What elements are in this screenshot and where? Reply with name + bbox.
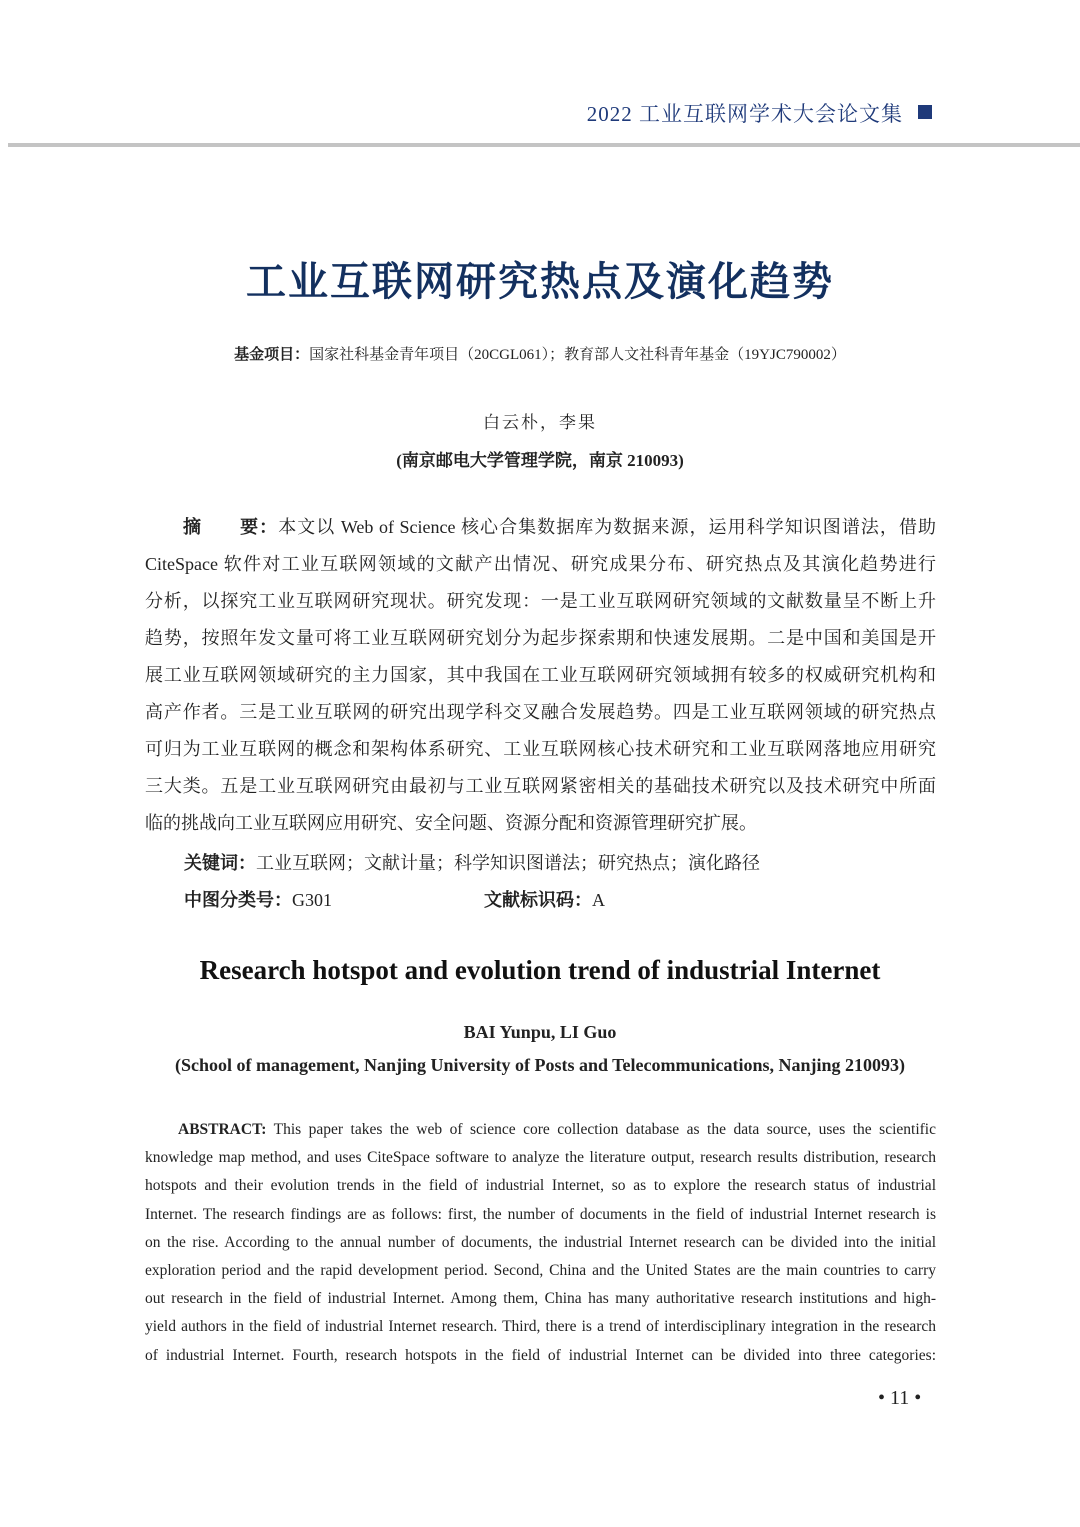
abstract-zh-line: 趋势，按照年发文量可将工业互联网研究划分为起步探索期和快速发展期。二是中国和美国是开 bbox=[145, 628, 936, 648]
abstract-en-line: hotspots and their evolution trends in the field of industrial Internet, so as to explore the research status of industrial bbox=[145, 1177, 936, 1195]
abstract-en-line: knowledge map method, and uses CiteSpace software to analyze the literature output, research results distribution, research bbox=[145, 1149, 936, 1167]
abstract-en-line: on the rise. According to the annual number of documents, the industrial Internet research can be divided into the initial bbox=[145, 1233, 936, 1251]
english-authors: BAI Yunpu, LI Guo bbox=[463, 1022, 617, 1042]
abstract-en-line: exploration period and the rapid development period. Second, China and the United States are the main countries to carry bbox=[145, 1261, 936, 1279]
abstract-zh-line: 临的挑战向工业互联网应用研究、安全问题、资源分配和资源管理研究扩展。 bbox=[145, 813, 757, 833]
abstract-en-text: This paper takes the web of science core collection database as the data source, uses the scientific bbox=[273, 1121, 936, 1138]
abstract-en-line: yield authors in the field of industrial Internet research. Third, there is a trend of interdisciplinary integration in the research bbox=[145, 1318, 936, 1336]
affiliation: (南京邮电大学管理学院，南京 210093) bbox=[396, 451, 684, 470]
abstract-en-line: of industrial Internet. Fourth, research hotspots in the field of industrial Internet can be divided into three categories: bbox=[145, 1346, 936, 1364]
authors: 白云朴，李果 bbox=[483, 413, 597, 432]
keywords-text: 工业互联网；文献计量；科学知识图谱法；研究热点；演化路径 bbox=[256, 853, 760, 873]
classification-label: 中图分类号： bbox=[184, 890, 292, 910]
english-affiliation: (School of management, Nanjing University of Posts and Telecommunications, Nanjing 210093) bbox=[174, 1055, 906, 1075]
page-number: • 11 • bbox=[878, 1387, 922, 1409]
abstract-en-line bbox=[145, 1117, 936, 1145]
abstract-zh-line: 展工业互联网领域研究的主力国家，其中我国在工业互联网研究领域拥有较多的权威研究机构和 bbox=[145, 665, 936, 685]
abstract-zh-line: CiteSpace 软件对工业互联网领域的文献产出情况、研究成果分布、研究热点及其演化趋势进行 bbox=[145, 554, 936, 574]
header-square-mark bbox=[918, 105, 932, 119]
header-rule bbox=[8, 143, 1080, 147]
abstract-zh-line: 三大类。五是工业互联网研究由最初与工业互联网紧密相关的基础技术研究以及技术研究中所面 bbox=[145, 776, 936, 796]
abstract-en-label: ABSTRACT: bbox=[178, 1121, 267, 1138]
english-title: Research hotspot and evolution trend of industrial Internet bbox=[199, 955, 881, 985]
fund-label: 基金项目： bbox=[234, 347, 310, 363]
classification bbox=[184, 886, 332, 912]
doc-code bbox=[484, 886, 605, 912]
abstract-en-line: out research in the field of industrial Internet. Among them, China has many authoritative research institutions and high- bbox=[145, 1290, 936, 1308]
abstract-zh bbox=[145, 512, 936, 845]
abstract-en bbox=[145, 1117, 936, 1371]
abstract-zh-text: 本文以 Web of Science 核心合集数据库为数据来源，运用科学知识图谱法，借助 bbox=[278, 517, 936, 537]
running-header: 2022 工业互联网学术大会论文集 bbox=[586, 102, 903, 126]
classification-value: G301 bbox=[292, 890, 332, 910]
abstract-zh-line: 高产作者。三是工业互联网的研究出现学科交叉融合发展趋势。四是工业互联网领域的研究热点 bbox=[145, 702, 936, 722]
fund-info bbox=[0, 343, 1080, 364]
doc-code-value: A bbox=[592, 890, 605, 910]
abstract-zh-label: 摘 要： bbox=[183, 517, 279, 537]
abstract-zh-line: 可归为工业互联网的概念和架构体系研究、工业互联网核心技术研究和工业互联网落地应用研究 bbox=[145, 739, 936, 759]
fund-text: 国家社科基金青年项目（20CGL061）；教育部人文社科青年基金（19YJC790002） bbox=[309, 347, 846, 363]
keywords-label: 关键词： bbox=[184, 853, 256, 873]
abstract-en-line: Internet. The research findings are as follows: first, the number of documents in the field of industrial Internet research is bbox=[145, 1205, 936, 1223]
doc-code-label: 文献标识码： bbox=[484, 890, 592, 910]
paper-title: 工业互联网研究热点及演化趋势 bbox=[246, 259, 834, 305]
abstract-zh-line: 分析，以探究工业互联网研究现状。研究发现：一是工业互联网研究领域的文献数量呈不断上升 bbox=[145, 591, 936, 611]
keywords bbox=[184, 849, 760, 875]
abstract-zh-line bbox=[145, 512, 936, 549]
